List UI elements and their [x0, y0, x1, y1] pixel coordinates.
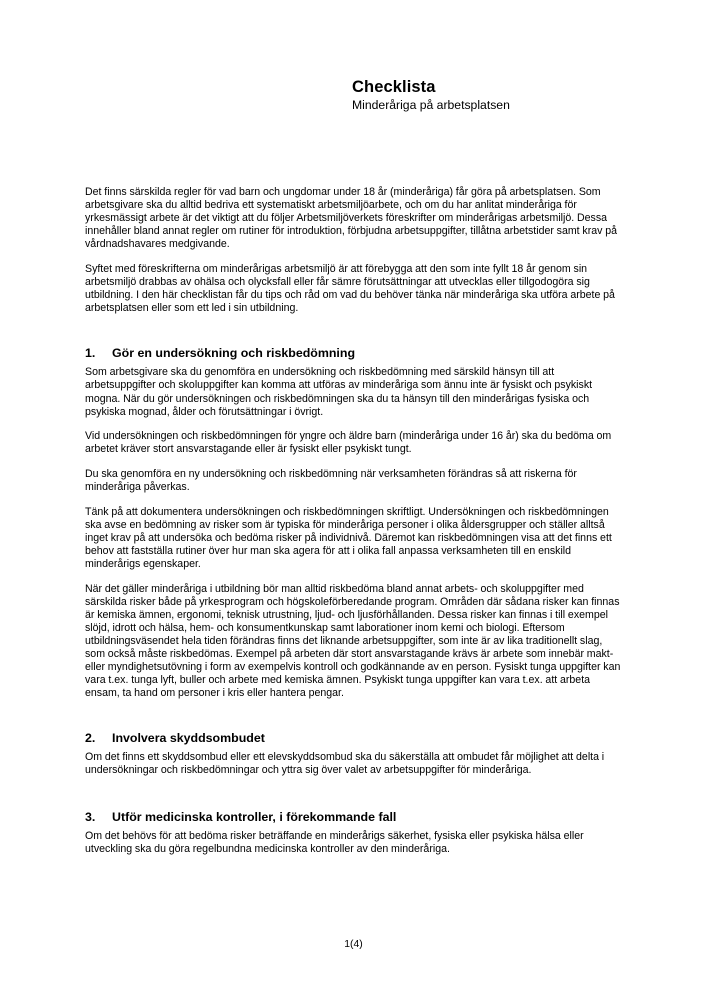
section-title: Utför medicinska kontroller, i förekommande fall: [112, 809, 397, 824]
intro-paragraph: Syftet med föreskrifterna om minderårigas arbetsmiljö är att förebygga att den som inte fyllt 18 år genom sin arbetsmiljö drabbas av ohälsa och olycksfall eller får sämre förutsättningar att utvecklas eller tillgodogöra sig utbildning. I den här checklistan får du tips och råd om vad du behöver tänka när minderåriga ska utföra arbete på arbetsplatsen eller som ett led i sin utbildning.: [85, 262, 615, 315]
section-3: [85, 810, 623, 856]
document-body: [85, 186, 623, 867]
section-body: [85, 366, 623, 700]
section-paragraph: Om det finns ett skyddsombud eller ett elevskyddsombud ska du säkerställa att ombudet får möjlighet att delta i undersökningar och riskbedömningar och yttra sig över valet av arbetsuppgifter för minderåriga.: [85, 750, 605, 776]
section-2: [85, 731, 623, 777]
intro-section: [85, 186, 623, 315]
section-heading: [85, 346, 623, 361]
section-paragraph: Vid undersökningen och riskbedömningen för yngre och äldre barn (minderåriga under 16 år) ska du bedöma om arbetet kräver stort ansvarstagande eller är fysiskt eller psykiskt tungt.: [85, 430, 612, 456]
section-1: [85, 346, 623, 700]
section-paragraph: Som arbetsgivare ska du genomföra en undersökning och riskbedömning med särskild hänsyn till att arbetsuppgifter och skoluppgifter kan komma att utföras av minderåriga som ännu inte är fysiskt och psykiskt mogna. När du gör undersökningen och riskbedömningen ska du ta hänsyn till den minderårigas fysiska och psykiska mognad, ålder och förutsättningar i övrigt.: [85, 366, 593, 418]
section-body: [85, 751, 623, 777]
section-body: [85, 830, 623, 856]
section-number: 1.: [85, 346, 96, 361]
intro-paragraph: Det finns särskilda regler för vad barn och ungdomar under 18 år (minderåriga) får göra på arbetsplatsen. Som arbetsgivare ska du alltid bedriva ett systematiskt arbetsmiljöarbete, och om du har anlitat minderåriga för yrkesmässigt arbete är det viktigt att du följer Arbetsmiljöverkets föreskrifter om minderårigas arbetsmiljö. Dessa innehåller bland annat regler om rutiner för introduktion, förbjudna arbetsuppgifter, tillåtna arbetstider samt krav på vårdnadshavares medgivande.: [85, 186, 618, 251]
section-spacer: [85, 712, 623, 731]
page-footer: [0, 938, 707, 951]
page-number: 1(4): [344, 939, 363, 950]
section-number: 3.: [85, 809, 96, 824]
section-title: Involvera skyddsombudet: [112, 730, 265, 745]
section-paragraph: Du ska genomföra en ny undersökning och riskbedömning när verksamheten förändras så att riskerna för minderåriga påverkas.: [85, 467, 577, 493]
section-title: Gör en undersökning och riskbedömning: [112, 346, 356, 361]
section-heading: [85, 810, 623, 825]
section-paragraph: När det gäller minderåriga i utbildning bör man alltid riskbedöma bland annat arbets- och skoluppgifter med särskilda risker både på yrkesprogram och högskoleförberedande program. Områden där sådana risker kan finnas är kemiska ämnen, ergonomi, teknisk utrustning, ljud- och ljusförhållanden. Dessa risker kan finnas i till exempel slöjd, idrott och hälsa, hem- och konsumentkunskap samt laborationer inom kemi och biologi. Eftersom utbildningsväsendet hela tiden förändras finns det liknande arbetsuppgifter, som inte är av lika traditionellt slag, som också måste riskbedömas. Exempel på arbeten där stort ansvarstagande krävs är arbete som innebär makt- eller myndighetsutövning i form av exempelvis kontroll och godkännande av en person. Fysiskt tunga uppgifter kan vara t.ex. tunga lyft, buller och arbete med kemiska ämnen. Psykiskt tunga uppgifter kan vara t.ex. att arbeta ensam, ta hand om personer i kris eller hantera pengar.: [85, 582, 621, 700]
section-paragraph: Om det behövs för att bedöma risker beträffande en minderårigs säkerhet, fysiska eller psykiska hälsa eller utveckling ska du göra regelbundna medicinska kontroller av den minderåriga.: [85, 829, 584, 855]
page-subtitle: Minderåriga på arbetsplatsen: [352, 98, 510, 112]
section-spacer: [85, 789, 623, 810]
section-number: 2.: [85, 730, 96, 745]
document-title-block: [352, 78, 632, 113]
section-paragraph: Tänk på att dokumentera undersökningen och riskbedömningen skriftligt. Undersökningen och riskbedömningen ska avse en bedömning av risker som är typiska för minderåriga personer i olika åldersgrupper och ställer alltså inget krav på att undersöka och bedöma risker på individnivå. Däremot kan riskbedömningen visa att det finns ett behov att fastställa rutiner över hur man ska agera för att i olika fall anpassa verksamheten till en enskild minderårigs egenskaper.: [85, 505, 612, 570]
page-title: Checklista: [352, 78, 436, 96]
section-heading: [85, 731, 623, 746]
